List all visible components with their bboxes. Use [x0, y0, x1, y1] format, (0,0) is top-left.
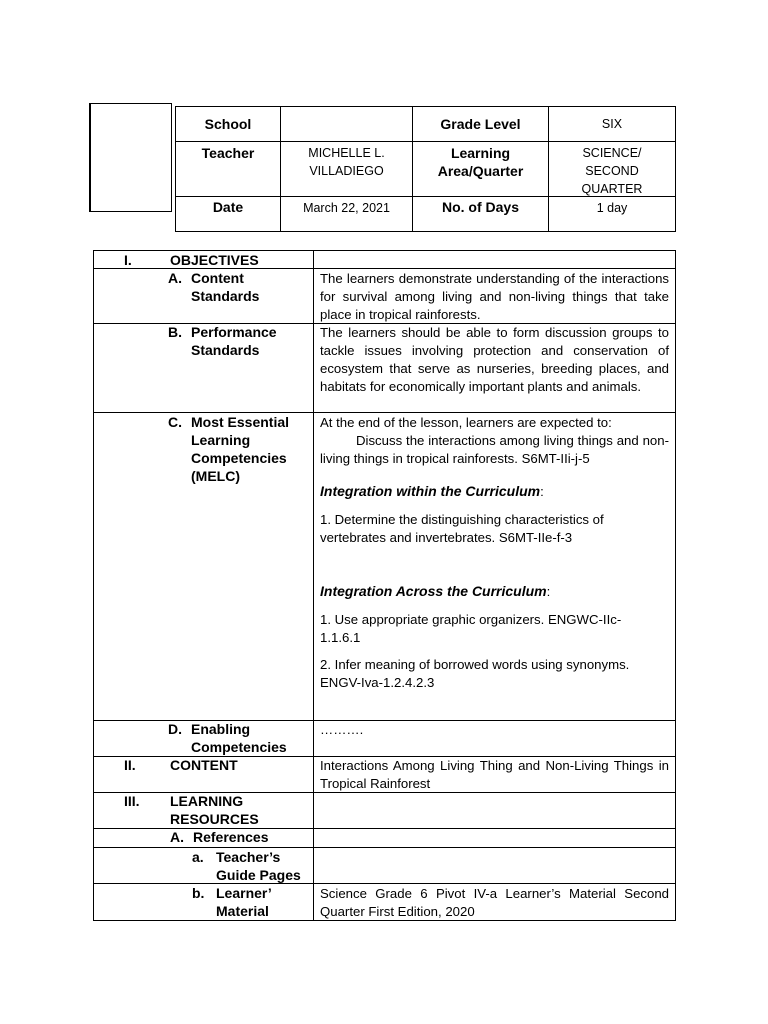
- resources-heading-line-2: RESOURCES: [170, 811, 259, 827]
- grade-level-label: Grade Level: [412, 106, 549, 142]
- learning-area-label: [412, 141, 549, 197]
- melc-label-line-2: Learning: [191, 432, 251, 448]
- performance-standards-label-line-1: Performance: [191, 324, 277, 340]
- integration-across-heading: Integration Across the Curriculum:: [320, 583, 551, 599]
- content-standards-letter: A.: [168, 270, 182, 286]
- teachers-guide-label: [216, 848, 301, 884]
- header-row-teacher: [175, 141, 676, 197]
- school-label: School: [175, 106, 281, 142]
- content-number: II.: [124, 757, 136, 773]
- school-value: [280, 106, 413, 142]
- learners-material-label: [216, 884, 272, 920]
- column-divider: [313, 251, 314, 920]
- integration-across-item-1: 1. Use appropriate graphic organizers. ENGWC-IIc-1.1.6.1: [320, 612, 622, 645]
- references-label: References: [193, 829, 269, 845]
- area-value-line-3: QUARTER: [581, 182, 643, 196]
- enabling-label-line-2: Competencies: [191, 739, 287, 755]
- melc-label-line-1: Most Essential: [191, 414, 290, 430]
- resources-heading-line-1: LEARNING: [170, 793, 244, 809]
- learning-area-label-line-1: Learning: [450, 145, 511, 161]
- integration-within-heading: Integration within the Curriculum:: [320, 483, 544, 499]
- objectives-heading: OBJECTIVES: [170, 252, 259, 268]
- date-value: March 22, 2021: [280, 196, 413, 232]
- teacher-label: Teacher: [175, 141, 281, 197]
- teachers-guide-label-line-2: Guide Pages: [216, 867, 301, 883]
- date-label: Date: [175, 196, 281, 232]
- performance-standards-text: The learners should be able to form discussion groups to tackle issues involving protection and conservation of ecosystem that serve as nurseries, breeding places, and habitats for economically important plants and animals.: [320, 325, 669, 394]
- lesson-plan-table: [93, 250, 676, 921]
- content-heading: CONTENT: [170, 757, 238, 773]
- content-standards-label-line-2: Standards: [191, 288, 260, 304]
- teachers-guide-letter: a.: [192, 849, 204, 865]
- row-divider: [94, 883, 675, 884]
- references-letter: A.: [170, 829, 184, 845]
- integration-within-item: 1. Determine the distinguishing characteristics of vertebrates and invertebrates. S6MT-IIe-f-3: [320, 512, 604, 545]
- teachers-guide-label-line-1: Teacher’s: [216, 849, 281, 865]
- performance-standards-label: [191, 323, 277, 359]
- content-text: Interactions Among Living Thing and Non-Living Things in Tropical Rainforest: [320, 758, 669, 791]
- objectives-number: I.: [124, 252, 132, 268]
- enabling-letter: D.: [168, 721, 182, 737]
- teacher-value: [280, 141, 413, 197]
- resources-heading: [170, 792, 259, 828]
- logo-placeholder-box: [89, 103, 172, 212]
- melc-letter: C.: [168, 414, 182, 430]
- area-value-line-2: SECOND: [585, 164, 639, 178]
- melc-label-line-4: (MELC): [191, 468, 240, 484]
- learners-material-label-line-1: Learner’: [216, 885, 272, 901]
- row-divider: [94, 847, 675, 848]
- learning-area-label-line-2: Area/Quarter: [437, 163, 524, 179]
- learners-material-letter: b.: [192, 885, 205, 901]
- no-of-days-value: 1 day: [548, 196, 676, 232]
- melc-competency-text: Discuss the interactions among living things and non-living things in tropical rainforests. S6MT-IIi-j-5: [320, 433, 669, 466]
- melc-intro: At the end of the lesson, learners are expected to:: [320, 415, 612, 430]
- learners-material-label-line-2: Material: [216, 903, 269, 919]
- content-standards-label: [191, 269, 259, 305]
- performance-standards-label-line-2: Standards: [191, 342, 260, 358]
- resources-number: III.: [124, 793, 140, 809]
- integration-within-title: Integration within the Curriculum: [320, 483, 541, 499]
- header-row-date: [175, 196, 676, 232]
- integration-across-item-2: 2. Infer meaning of borrowed words using synonyms. ENGV-Iva-1.2.4.2.3: [320, 657, 630, 690]
- area-value-line-1: SCIENCE/: [582, 146, 642, 160]
- enabling-text: ……….: [320, 722, 364, 737]
- grade-level-value: SIX: [548, 106, 676, 142]
- learning-area-value: [548, 141, 676, 197]
- teacher-name-line-1: MICHELLE L.: [308, 146, 385, 160]
- enabling-label-line-1: Enabling: [191, 721, 251, 737]
- melc-label-line-3: Competencies: [191, 450, 287, 466]
- no-of-days-label: No. of Days: [412, 196, 549, 232]
- content-standards-text: The learners demonstrate understanding of the interactions for survival among living and non-living things that take place in tropical rainforests.: [320, 271, 669, 322]
- performance-standards-letter: B.: [168, 324, 182, 340]
- learners-material-text: Science Grade 6 Pivot IV-a Learner’s Material Second Quarter First Edition, 2020: [320, 886, 669, 919]
- enabling-label: [191, 720, 287, 756]
- content-standards-label-line-1: Content: [191, 270, 244, 286]
- header-row-school: [175, 106, 676, 142]
- melc-label: [191, 413, 289, 485]
- integration-across-title: Integration Across the Curriculum: [320, 583, 547, 599]
- teacher-name-line-2: VILLADIEGO: [309, 164, 384, 178]
